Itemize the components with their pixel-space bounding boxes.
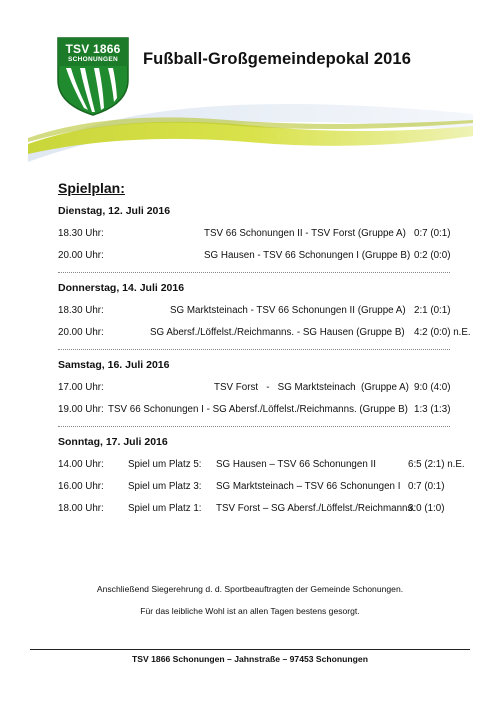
match-time: 16.00 Uhr: bbox=[58, 481, 104, 492]
footer-address: TSV 1866 Schonungen – Jahnstraße – 97453 Schonungen bbox=[132, 654, 368, 664]
match-teams: SG Hausen - TSV 66 Schonungen I (Gruppe B) bbox=[204, 250, 411, 261]
divider bbox=[58, 272, 450, 273]
match-result: 0:7 (0:1) bbox=[414, 228, 451, 239]
match-teams: TSV Forst - SG Marktsteinach (Gruppe A) bbox=[214, 382, 409, 393]
day-heading: Sonntag, 17. Juli 2016 bbox=[58, 436, 168, 448]
match-row bbox=[58, 326, 478, 339]
schedule bbox=[58, 180, 478, 515]
match-time: 20.00 Uhr: bbox=[58, 327, 104, 338]
match-stage: Spiel um Platz 5: bbox=[128, 459, 202, 470]
match-result: 0:2 (0:0) bbox=[414, 250, 451, 261]
match-result: 2:1 (0:1) bbox=[414, 305, 451, 316]
match-teams: TSV 66 Schonungen II - TSV Forst (Gruppe A) bbox=[204, 228, 406, 239]
match-result: 4:2 (0:0) n.E. bbox=[414, 327, 471, 338]
match-row bbox=[58, 458, 478, 471]
divider bbox=[58, 349, 450, 350]
note-ceremony: Anschließend Siegerehrung d. d. Sportbeauftragten der Gemeinde Schonungen. bbox=[96, 584, 404, 594]
match-row bbox=[58, 502, 478, 515]
notes bbox=[40, 584, 460, 628]
match-time: 19.00 Uhr: bbox=[58, 404, 104, 415]
match-stage: Spiel um Platz 1: bbox=[128, 503, 202, 514]
match-row bbox=[58, 381, 478, 394]
match-row bbox=[58, 249, 478, 262]
match-result: 6:5 (2:1) n.E. bbox=[408, 459, 465, 470]
match-teams: SG Marktsteinach - TSV 66 Schonungen II (Gruppe A) bbox=[170, 305, 406, 316]
crest-name: TSV 1866 bbox=[65, 42, 121, 56]
match-teams: SG Marktsteinach – TSV 66 Schonungen I bbox=[216, 481, 401, 492]
match-time: 18.30 Uhr: bbox=[58, 305, 104, 316]
day-heading: Donnerstag, 14. Juli 2016 bbox=[58, 282, 185, 294]
match-result: 9:0 (4:0) bbox=[414, 382, 451, 393]
match-time: 18.30 Uhr: bbox=[58, 228, 104, 239]
match-row bbox=[58, 227, 478, 240]
page-title: Fußball-Großgemeindepokal 2016 bbox=[143, 50, 411, 68]
match-time: 18.00 Uhr: bbox=[58, 503, 104, 514]
match-stage: Spiel um Platz 3: bbox=[128, 481, 202, 492]
day-heading: Samstag, 16. Juli 2016 bbox=[58, 359, 170, 371]
match-row bbox=[58, 304, 478, 317]
day-heading: Dienstag, 12. Juli 2016 bbox=[58, 205, 171, 217]
match-teams: SG Abersf./Löffelst./Reichmanns. - SG Hausen (Gruppe B) bbox=[150, 327, 405, 338]
note-catering: Für das leibliche Wohl ist an allen Tagen bestens gesorgt. bbox=[140, 606, 360, 616]
decorative-swoosh bbox=[28, 92, 473, 172]
match-teams: TSV Forst – SG Abersf./Löffelst./Reichmanns. bbox=[216, 503, 416, 514]
match-time: 20.00 Uhr: bbox=[58, 250, 104, 261]
match-result: 0:7 (0:1) bbox=[408, 481, 445, 492]
match-row bbox=[58, 480, 478, 493]
match-row bbox=[58, 403, 478, 416]
match-result: 3:0 (1:0) bbox=[408, 503, 445, 514]
match-teams: SG Hausen – TSV 66 Schonungen II bbox=[216, 459, 376, 470]
match-teams: TSV 66 Schonungen I - SG Abersf./Löffelst./Reichmanns. (Gruppe B) bbox=[108, 404, 408, 415]
match-time: 14.00 Uhr: bbox=[58, 459, 104, 470]
crest-town: SCHONUNGEN bbox=[68, 56, 118, 63]
match-time: 17.00 Uhr: bbox=[58, 382, 104, 393]
divider bbox=[58, 426, 450, 427]
match-result: 1:3 (1:3) bbox=[414, 404, 451, 415]
footer-divider bbox=[30, 649, 470, 650]
schedule-heading: Spielplan: bbox=[58, 180, 125, 196]
